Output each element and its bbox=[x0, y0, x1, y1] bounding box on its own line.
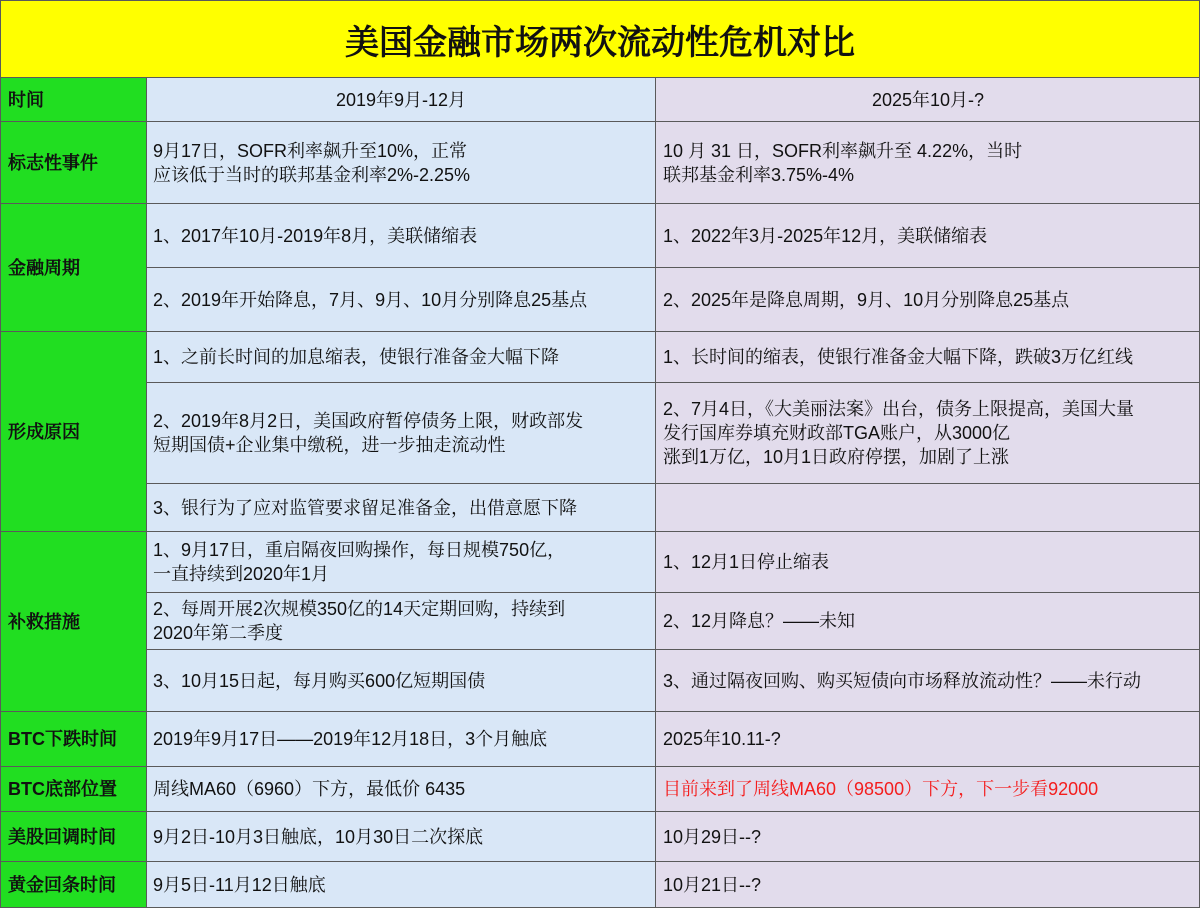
financial-cycle-2025-item bbox=[656, 204, 1200, 268]
landmark-event-2019-line: 9月17日，SOFR利率飙升至10%，正常 bbox=[153, 140, 468, 161]
remedies-2019-item bbox=[147, 532, 656, 593]
remedies-2019-line: 2、每周开展2次规模350亿的14天定期回购，持续到 bbox=[153, 599, 566, 619]
causes-2025-item bbox=[656, 383, 1200, 484]
landmark-event-label: 标志性事件 bbox=[0, 122, 147, 204]
financial-cycle-2025-item bbox=[656, 268, 1200, 332]
causes-2025-line: 2、7月4日，《大美丽法案》出台，债务上限提高，美国大量 bbox=[663, 399, 1135, 419]
causes-2019-item bbox=[147, 484, 656, 532]
remedies-label: 补救措施 bbox=[0, 532, 147, 712]
btc-decline-2025-cell: 2025年10.11-? bbox=[656, 712, 1200, 767]
remedies-2019-item bbox=[147, 650, 656, 712]
financial-cycle-2019-item bbox=[147, 204, 656, 268]
btc-bottom-2019-cell: 周线MA60（6960）下方，最低价 6435 bbox=[147, 767, 656, 812]
remedies-2025-item bbox=[656, 593, 1200, 650]
gold-pullback-2019-cell: 9月5日-11月12日触底 bbox=[147, 862, 656, 908]
financial-cycle-2019-line: 1、2017年10月-2019年8月，美联储缩表 bbox=[153, 225, 478, 246]
time-label: 时间 bbox=[0, 78, 147, 122]
btc-bottom-label: BTC底部位置 bbox=[0, 767, 147, 812]
causes-2019-line: 3、银行为了应对监管要求留足准备金，出借意愿下降 bbox=[153, 497, 578, 518]
landmark-event-2025-line: 10 月 31 日，SOFR利率飙升至 4.22%，当时 bbox=[663, 140, 1023, 161]
remedies-2019-line: 一直持续到2020年1月 bbox=[153, 564, 330, 584]
causes-2019-line: 短期国债+企业集中缴税，进一步抽走流动性 bbox=[153, 435, 506, 455]
us-stock-pullback-2019-cell: 9月2日-10月3日触底，10月30日二次探底 bbox=[147, 812, 656, 862]
causes-2025-line: 发行国库券填充财政部TGA账户，从3000亿 bbox=[663, 423, 1011, 443]
landmark-event-2025-cell bbox=[656, 122, 1200, 204]
table-title: 美国金融市场两次流动性危机对比 bbox=[0, 0, 1200, 78]
btc-decline-2019-cell: 2019年9月17日——2019年12月18日，3个月触底 bbox=[147, 712, 656, 767]
causes-2025-line: 涨到1万亿，10月1日政府停摆，加剧了上涨 bbox=[663, 447, 1010, 467]
remedies-2025-item bbox=[656, 532, 1200, 593]
us-stock-pullback-2025-cell: 10月29日--? bbox=[656, 812, 1200, 862]
causes-2025-item bbox=[656, 332, 1200, 383]
gold-pullback-label: 黄金回条时间 bbox=[0, 862, 147, 908]
btc-bottom-2025-cell: 目前来到了周线MA60（98500）下方，下一步看92000 bbox=[656, 767, 1200, 812]
financial-cycle-2019-item bbox=[147, 268, 656, 332]
causes-2025-line: 1、长时间的缩表，使银行准备金大幅下降，跌破3万亿红线 bbox=[663, 347, 1134, 367]
remedies-2019-line: 1、9月17日，重启隔夜回购操作，每日规模750亿， bbox=[153, 540, 566, 560]
financial-cycle-label: 金融周期 bbox=[0, 204, 147, 332]
remedies-2019-line: 2020年第二季度 bbox=[153, 623, 284, 643]
financial-cycle-2019-line: 2、2019年开始降息，7月、9月、10月分别降息25基点 bbox=[153, 289, 588, 310]
period-2019-header: 2019年9月-12月 bbox=[147, 78, 656, 122]
landmark-event-2019-line: 应该低于当时的联邦基金利率2%-2.25% bbox=[153, 164, 471, 185]
causes-2019-item bbox=[147, 383, 656, 484]
financial-cycle-2025-line: 2、2025年是降息周期，9月、10月分别降息25基点 bbox=[663, 289, 1070, 310]
causes-2019-line: 2、2019年8月2日，美国政府暂停债务上限，财政部发 bbox=[153, 411, 584, 431]
causes-2019-item bbox=[147, 332, 656, 383]
us-stock-pullback-label: 美股回调时间 bbox=[0, 812, 147, 862]
period-2025-header: 2025年10月-? bbox=[656, 78, 1200, 122]
landmark-event-2025-line: 联邦基金利率3.75%-4% bbox=[663, 164, 855, 185]
landmark-event-2019-cell bbox=[147, 122, 656, 204]
remedies-2019-item bbox=[147, 593, 656, 650]
causes-label: 形成原因 bbox=[0, 332, 147, 532]
remedies-2019-line: 3、10月15日起，每月购买600亿短期国债 bbox=[153, 670, 486, 691]
financial-cycle-2025-line: 1、2022年3月-2025年12月，美联储缩表 bbox=[663, 225, 988, 246]
gold-pullback-2025-cell: 10月21日--? bbox=[656, 862, 1200, 908]
btc-decline-label: BTC下跌时间 bbox=[0, 712, 147, 767]
remedies-2025-line: 1、12月1日停止缩表 bbox=[663, 552, 830, 572]
remedies-2025-item bbox=[656, 650, 1200, 712]
causes-2019-line: 1、之前长时间的加息缩表，使银行准备金大幅下降 bbox=[153, 347, 560, 367]
causes-2025-empty-cell bbox=[656, 484, 1200, 532]
remedies-2025-line: 3、通过隔夜回购、购买短债向市场释放流动性？——未行动 bbox=[663, 670, 1142, 691]
remedies-2025-line: 2、12月降息？——未知 bbox=[663, 611, 856, 631]
